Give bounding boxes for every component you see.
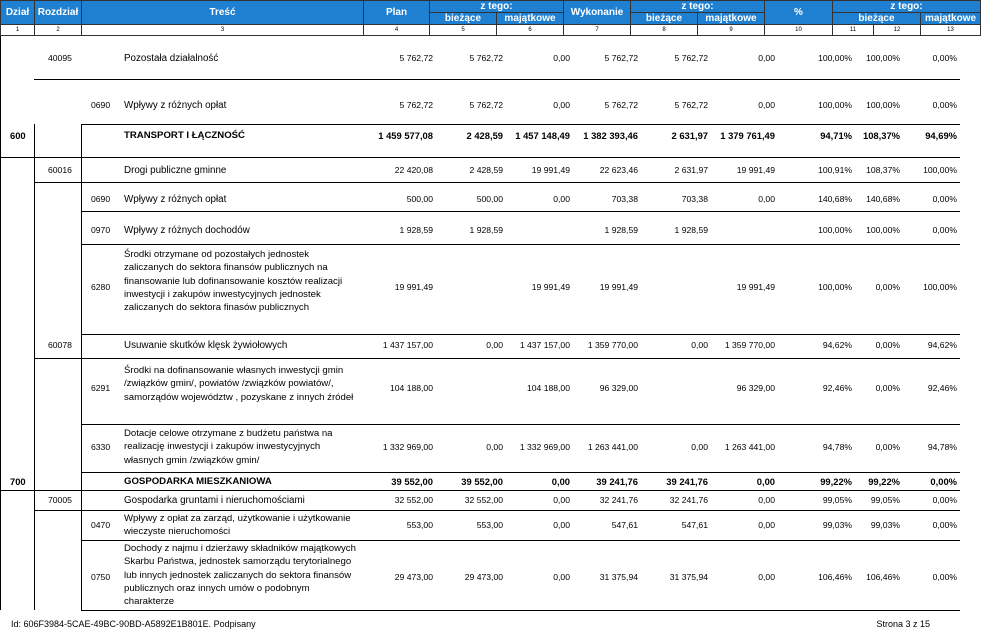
row-code: 700 [10, 476, 26, 487]
row-value-1: 5 762,72 [399, 100, 433, 110]
page-number: Strona 3 z 15 [876, 619, 930, 629]
row-separator [34, 510, 960, 511]
row-value-2: 0,00 [486, 340, 503, 350]
row-value-5: 5 762,72 [674, 100, 708, 110]
column-rule [34, 124, 35, 610]
table-header [0, 0, 981, 36]
row-title: GOSPODARKA MIESZKANIOWA [124, 476, 272, 487]
row-value-7: 140,68% [818, 194, 852, 204]
row-value-9: 0,00% [932, 495, 957, 505]
row-value-6: 0,00 [758, 520, 775, 530]
col-num: 12 [874, 25, 921, 36]
row-value-4: 31 375,94 [599, 572, 638, 582]
row-value-6: 0,00 [758, 100, 775, 110]
row-value-3: 1 457 148,49 [515, 130, 570, 141]
col-num: 13 [921, 25, 981, 36]
row-code: 40095 [48, 53, 72, 63]
row-value-8: 0,00% [875, 442, 900, 452]
row-value-5: 2 631,97 [674, 165, 708, 175]
row-value-4: 1 359 770,00 [587, 340, 638, 350]
row-value-6: 0,00 [758, 53, 775, 63]
row-value-2: 2 428,59 [466, 130, 503, 141]
row-value-5: 1 928,59 [674, 225, 708, 235]
document-id: Id: 606F3984-5CAE-49BC-90BD-A5892E1B801E. Podpisany [11, 619, 256, 629]
row-value-2: 32 552,00 [464, 495, 503, 505]
row-title: Wpływy z różnych dochodów [124, 225, 250, 236]
row-value-1: 1 437 157,00 [382, 340, 433, 350]
row-value-4: 5 762,72 [604, 53, 638, 63]
row-value-8: 99,03% [870, 520, 900, 530]
table-body [0, 36, 960, 610]
row-value-3: 0,00 [553, 572, 570, 582]
page-footer [0, 611, 960, 631]
row-value-4: 5 762,72 [604, 100, 638, 110]
row-value-5: 31 375,94 [669, 572, 708, 582]
row-value-4: 96 329,00 [599, 383, 638, 393]
row-value-8: 108,37% [866, 165, 900, 175]
hdr-majatkowe-3: majątkowe [921, 13, 981, 25]
row-code: 70005 [48, 495, 72, 505]
row-value-4: 32 241,76 [599, 495, 638, 505]
row-value-2: 553,00 [476, 520, 503, 530]
hdr-majatkowe-2: majątkowe [698, 13, 765, 25]
row-value-7: 100,00% [818, 225, 852, 235]
row-separator [81, 472, 960, 473]
row-value-7: 94,78% [822, 442, 852, 452]
row-value-5: 547,61 [681, 520, 708, 530]
row-value-9: 94,78% [927, 442, 957, 452]
column-rule [81, 124, 82, 610]
row-value-4: 19 991,49 [599, 282, 638, 292]
row-value-7: 100,91% [818, 165, 852, 175]
row-value-9: 0,00% [932, 572, 957, 582]
row-value-9: 0,00% [932, 520, 957, 530]
hdr-number-row [1, 25, 981, 36]
row-value-2: 5 762,72 [469, 53, 503, 63]
row-value-9: 94,69% [925, 130, 957, 141]
row-value-8: 108,37% [862, 130, 900, 141]
row-value-8: 106,46% [866, 572, 900, 582]
row-value-1: 1 459 577,08 [378, 130, 433, 141]
row-title: Gospodarka gruntami i nieruchomościami [124, 495, 305, 506]
col-num: 4 [364, 25, 430, 36]
hdr-rozdzial: Rozdział [35, 1, 82, 25]
col-num: 2 [35, 25, 82, 36]
row-value-5: 2 631,97 [671, 130, 708, 141]
row-value-8: 99,22% [868, 476, 900, 487]
row-value-8: 100,00% [866, 53, 900, 63]
row-value-1: 19 991,49 [394, 282, 433, 292]
hdr-biezace-2: bieżące [631, 13, 698, 25]
row-code: 60078 [48, 340, 72, 350]
row-value-9: 94,62% [927, 340, 957, 350]
row-value-7: 106,46% [818, 572, 852, 582]
row-title: Wpływy z różnych opłat [124, 194, 227, 205]
row-code: 6330 [91, 442, 111, 452]
hdr-percent: % [765, 1, 833, 25]
row-value-6: 0,00 [758, 495, 775, 505]
row-value-1: 39 552,00 [391, 476, 433, 487]
row-separator [34, 182, 960, 183]
row-separator [81, 244, 960, 245]
row-value-3: 1 437 157,00 [519, 340, 570, 350]
row-value-7: 94,71% [820, 130, 852, 141]
row-value-1: 5 762,72 [399, 53, 433, 63]
row-value-8: 0,00% [875, 282, 900, 292]
row-title: Środki otrzymane od pozostałych jednostek zaliczanych do sektora finansów publicznych na finansowanie lub dofinansowanie kosztów realizacji inwestycji i zakupów inwestycyjnych jednostek zaliczanych do sektora finasów publicznych [124, 249, 343, 314]
row-code: 6291 [91, 383, 111, 393]
hdr-biezace-3: bieżące [833, 13, 921, 25]
row-value-1: 29 473,00 [394, 572, 433, 582]
row-value-8: 100,00% [866, 100, 900, 110]
row-value-4: 1 263 441,00 [587, 442, 638, 452]
row-value-6: 0,00 [756, 476, 775, 487]
row-value-6: 1 359 770,00 [724, 340, 775, 350]
row-value-8: 99,05% [870, 495, 900, 505]
row-value-4: 22 623,46 [599, 165, 638, 175]
row-value-3: 0,00 [553, 100, 570, 110]
row-value-6: 19 991,49 [736, 282, 775, 292]
row-value-7: 92,46% [822, 383, 852, 393]
row-separator [81, 124, 960, 125]
row-value-2: 29 473,00 [464, 572, 503, 582]
row-value-9: 0,00% [932, 100, 957, 110]
row-value-1: 22 420,08 [394, 165, 433, 175]
row-value-3: 104 188,00 [526, 383, 570, 393]
row-title: Pozostała działalność [124, 53, 219, 64]
row-value-9: 0,00% [932, 194, 957, 204]
row-code: 0690 [91, 194, 111, 204]
row-separator [34, 79, 960, 80]
row-value-4: 703,38 [611, 194, 638, 204]
col-num: 10 [765, 25, 833, 36]
col-num: 3 [82, 25, 364, 36]
row-value-9: 100,00% [923, 282, 957, 292]
row-value-6: 0,00 [758, 572, 775, 582]
hdr-ztego-3: z tego: [833, 1, 981, 13]
row-value-1: 104 188,00 [389, 383, 433, 393]
row-value-7: 99,03% [822, 520, 852, 530]
row-value-6: 1 379 761,49 [720, 130, 775, 141]
row-value-5: 0,00 [691, 340, 708, 350]
row-value-8: 0,00% [875, 340, 900, 350]
row-title: TRANSPORT I ŁĄCZNOŚĆ [124, 130, 245, 141]
row-title: Wpływy z różnych opłat [124, 100, 227, 111]
row-value-2: 1 928,59 [469, 225, 503, 235]
row-value-5: 5 762,72 [674, 53, 708, 63]
row-value-3: 19 991,49 [531, 282, 570, 292]
row-value-1: 553,00 [406, 520, 433, 530]
row-value-7: 100,00% [818, 53, 852, 63]
row-value-2: 39 552,00 [461, 476, 503, 487]
row-value-7: 99,05% [822, 495, 852, 505]
row-value-6: 1 263 441,00 [724, 442, 775, 452]
row-separator [81, 424, 960, 425]
row-value-6: 19 991,49 [736, 165, 775, 175]
row-value-2: 0,00 [486, 442, 503, 452]
row-separator [81, 540, 960, 541]
row-code: 0750 [91, 572, 111, 582]
row-value-5: 703,38 [681, 194, 708, 204]
row-code: 0690 [91, 100, 111, 110]
row-code: 6280 [91, 282, 111, 292]
hdr-wykonanie: Wykonanie [564, 1, 631, 25]
row-separator [81, 211, 960, 212]
row-value-6: 96 329,00 [736, 383, 775, 393]
hdr-tresc: Treść [82, 1, 364, 25]
row-value-2: 2 428,59 [469, 165, 503, 175]
hdr-ztego-1: z tego: [430, 1, 564, 13]
row-value-1: 1 332 969,00 [382, 442, 433, 452]
row-value-7: 100,00% [818, 100, 852, 110]
row-title: Dochody z najmu i dzierżawy składników majątkowych Skarbu Państwa, jednostek samorządu terytorialnego lub innych jednostek zaliczanych do sektora finansów publicznych oraz innych umów o podobnym charakterze [124, 543, 356, 608]
column-rule [0, 36, 1, 610]
row-code: 60016 [48, 165, 72, 175]
row-value-2: 5 762,72 [469, 100, 503, 110]
row-separator [0, 490, 960, 491]
col-num: 7 [564, 25, 631, 36]
row-separator [34, 358, 960, 359]
row-value-9: 92,46% [927, 383, 957, 393]
row-title: Środki na dofinansowanie własnych inwestycji gmin /związków gmin/, powiatów /związków powiatów/, samorządów województw , pozyskane z innych źródeł [124, 365, 354, 403]
row-value-9: 100,00% [923, 165, 957, 175]
col-num: 6 [497, 25, 564, 36]
col-num: 1 [1, 25, 35, 36]
row-value-4: 1 382 393,46 [583, 130, 638, 141]
row-title: Wpływy z opłat za zarząd, użytkowanie i użytkowanie wieczyste nieruchomości [124, 513, 351, 538]
row-value-4: 39 241,76 [596, 476, 638, 487]
row-title: Dotacje celowe otrzymane z budżetu państwa na realizację inwestycji i zakupów inwestycyjnych własnych gmin /związków gmin/ [124, 428, 333, 466]
row-value-9: 0,00% [930, 476, 957, 487]
col-num: 11 [833, 25, 874, 36]
row-code: 0970 [91, 225, 111, 235]
row-value-7: 94,62% [822, 340, 852, 350]
row-value-4: 547,61 [611, 520, 638, 530]
row-separator [81, 334, 960, 335]
hdr-dzial: Dział [1, 1, 35, 25]
row-value-1: 32 552,00 [394, 495, 433, 505]
row-value-6: 0,00 [758, 194, 775, 204]
row-value-7: 99,22% [820, 476, 852, 487]
row-value-9: 0,00% [932, 53, 957, 63]
col-num: 8 [631, 25, 698, 36]
row-value-3: 0,00 [551, 476, 570, 487]
row-value-3: 19 991,49 [531, 165, 570, 175]
row-value-8: 100,00% [866, 225, 900, 235]
row-value-1: 500,00 [406, 194, 433, 204]
row-code: 600 [10, 130, 26, 141]
hdr-majatkowe-1: majątkowe [497, 13, 564, 25]
row-separator [0, 157, 960, 158]
col-num: 5 [430, 25, 497, 36]
row-value-3: 1 332 969,00 [519, 442, 570, 452]
row-value-1: 1 928,59 [399, 225, 433, 235]
row-value-3: 0,00 [553, 495, 570, 505]
row-code: 0470 [91, 520, 111, 530]
row-title: Usuwanie skutków klęsk żywiołowych [124, 340, 288, 351]
row-title: Drogi publiczne gminne [124, 165, 227, 176]
row-value-3: 0,00 [553, 194, 570, 204]
row-value-3: 0,00 [553, 53, 570, 63]
row-value-8: 0,00% [875, 383, 900, 393]
row-value-2: 500,00 [476, 194, 503, 204]
row-value-5: 0,00 [691, 442, 708, 452]
col-num: 9 [698, 25, 765, 36]
row-value-5: 39 241,76 [666, 476, 708, 487]
row-value-9: 0,00% [932, 225, 957, 235]
row-value-4: 1 928,59 [604, 225, 638, 235]
hdr-biezace-1: bieżące [430, 13, 497, 25]
hdr-plan: Plan [364, 1, 430, 25]
row-value-5: 32 241,76 [669, 495, 708, 505]
row-value-8: 140,68% [866, 194, 900, 204]
hdr-ztego-2: z tego: [631, 1, 765, 13]
row-value-3: 0,00 [553, 520, 570, 530]
row-value-7: 100,00% [818, 282, 852, 292]
